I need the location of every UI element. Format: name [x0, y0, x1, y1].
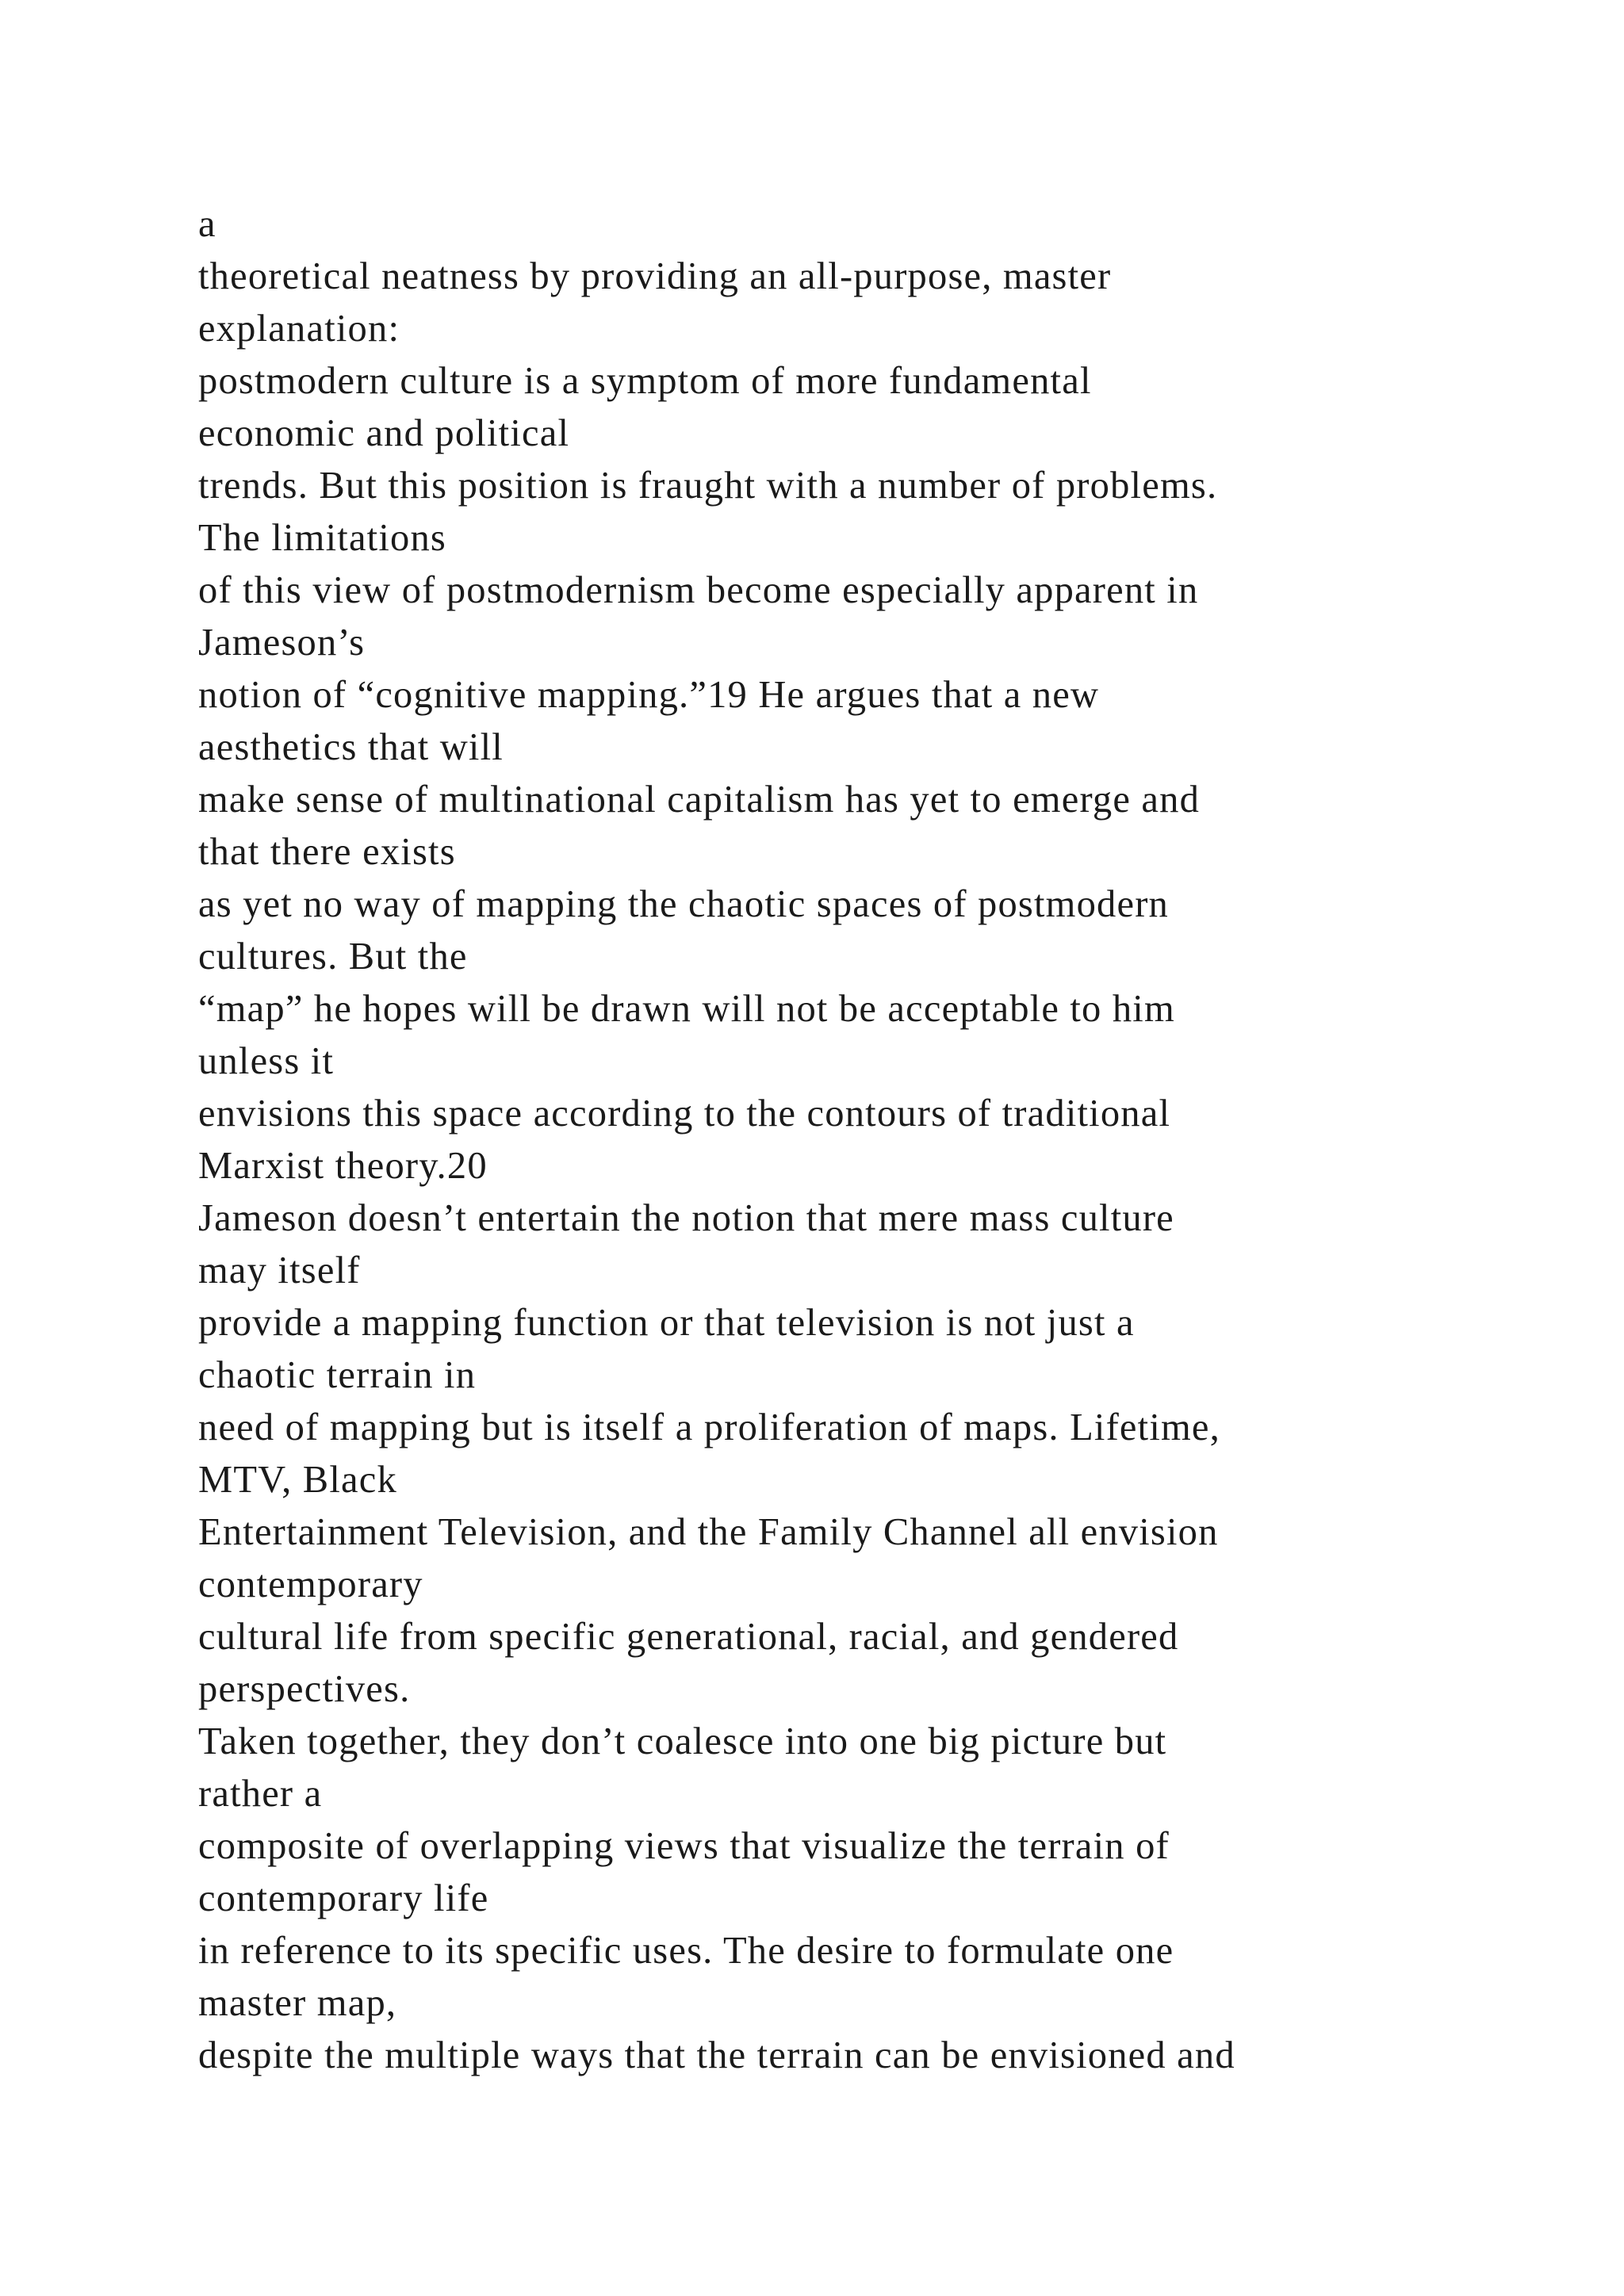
text-line: make sense of multinational capitalism has yet to emerge and: [198, 779, 1201, 821]
text-line: explanation:: [198, 308, 400, 350]
text-line: despite the multiple ways that the terrain can be envisioned and: [198, 2034, 1235, 2076]
text-line: Marxist theory.20: [198, 1145, 488, 1187]
text-line: unless it: [198, 1040, 335, 1082]
text-line: Entertainment Television, and the Family Channel all envision: [198, 1511, 1219, 1553]
text-line: need of mapping but is itself a proliferation of maps. Lifetime,: [198, 1406, 1220, 1448]
text-line: contemporary life: [198, 1877, 489, 1919]
text-line: envisions this space according to the contours of traditional: [198, 1093, 1171, 1135]
text-line: perspectives.: [198, 1668, 411, 1710]
text-line: as yet no way of mapping the chaotic spaces of postmodern: [198, 883, 1169, 925]
text-line: Jameson’s: [198, 622, 366, 664]
text-line: aesthetics that will: [198, 726, 504, 768]
text-line: contemporary: [198, 1563, 423, 1605]
text-line: composite of overlapping views that visualize the terrain of: [198, 1825, 1170, 1867]
text-line: Jameson doesn’t entertain the notion that mere mass culture: [198, 1197, 1174, 1239]
text-line: master map,: [198, 1982, 397, 2024]
text-line: The limitations: [198, 517, 447, 559]
body-text: [198, 198, 1594, 2082]
text-line: in reference to its specific uses. The desire to formulate one: [198, 1930, 1174, 1972]
text-line: a: [198, 203, 216, 245]
text-line: Taken together, they don’t coalesce into one big picture but: [198, 1720, 1167, 1762]
text-line: theoretical neatness by providing an all-purpose, master: [198, 255, 1112, 297]
text-line: of this view of postmodernism become especially apparent in: [198, 569, 1199, 611]
text-line: chaotic terrain in: [198, 1354, 477, 1396]
text-line: trends. But this position is fraught with a number of problems.: [198, 465, 1218, 507]
text-line: postmodern culture is a symptom of more fundamental: [198, 360, 1092, 402]
text-line: rather a: [198, 1773, 323, 1815]
text-line: “map” he hopes will be drawn will not be acceptable to him: [198, 988, 1175, 1030]
text-line: may itself: [198, 1249, 361, 1292]
text-line: cultures. But the: [198, 936, 468, 978]
text-line: notion of “cognitive mapping.”19 He argues that a new: [198, 674, 1100, 716]
text-line: cultural life from specific generational, racial, and gendered: [198, 1616, 1179, 1658]
text-line: MTV, Black: [198, 1459, 397, 1501]
text-line: provide a mapping function or that television is not just a: [198, 1302, 1135, 1344]
text-line: economic and political: [198, 412, 570, 454]
text-line: that there exists: [198, 831, 456, 873]
